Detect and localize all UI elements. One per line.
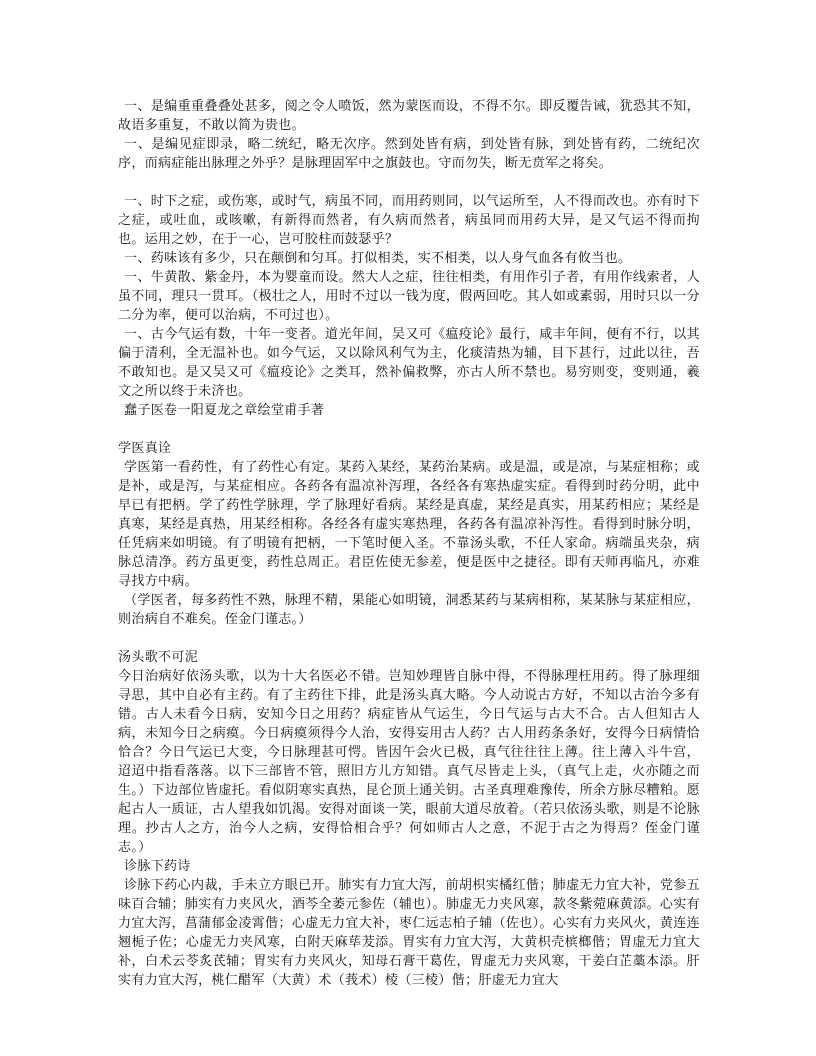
notes-item-2: 一、药味该有多少，只在颠倒和匀耳。打似相类，实不相类，以人身气血各有攸当也。 <box>124 251 632 266</box>
notes-item-1: 一、时下之症，或伤寒，或时气，病虽不同，而用药则同，以气运所至，人不得而改也。亦有时下之症，或吐血，或咳嗽，有新得而然者，有久病而然者，病虽同而用药大异，是又气运不得而拘也。运用之妙，在于一心，岂可胶柱而鼓瑟乎？ <box>118 194 700 247</box>
section-title-zhenmai: 诊脉下药诗 <box>124 859 191 874</box>
notes-item-4: 一、古今气运有数，十年一变者。道光年间，吴又可《瘟疫论》最行，咸丰年间，便有不行，以其偏于清利，全无温补也。如今气运，又以除风利气为主，化痰清热为辅，目下甚行，过此以往，吾不敢知也。是又吴又可《瘟疫论》之类耳，然补偏救弊，亦古人所不禁也。易穷则变，变则通，羲文之所以终于未济也。 <box>118 327 700 399</box>
intro-item-2: 一、是编见症即录，略二统纪，略无次序。然到处皆有病，到处皆有脉，到处皆有药，二统纪次序，而病症能出脉理之外乎？是脉理固军中之旗鼓也。守而勿失，断无贲军之将矣。 <box>118 137 700 171</box>
section-body-xueyi: 学医第一看药性，有了药性心有定。某药入某经，某药治某病。或是温，或是凉，与某症相称；或是补，或是泻，与某症相应。各药各有温凉补泻理，各经各有寒热虚实症。看得到时药分明，此中早已有把柄。学了药性学脉理，学了脉理好看病。某经是真虚，某经是真实，用某药相应；某经是真寒，某经是真热，用某经相称。各经各有虚实寒热理，各药各有温凉补泻性。看得到时脉分明，任凭病来如明镜。有了明镜有把柄，一下笔时便入圣。不靠汤头歌，不任人家命。病端虽夹杂，病脉总清净。药方虽更变，药性总周正。君臣佐使无参差，便是医中之捷径。即有天师再临凡，亦难寻找方中病。 <box>118 460 700 589</box>
section-title-xueyi: 学医真诠 <box>118 441 172 456</box>
spacer <box>118 629 700 648</box>
section-note-xueyi: （学医者，每多药性不熟，脉理不精，果能心如明镜，洞悉某药与某病相称，某某脉与某症相应，则治病自不难矣。侄金门谨志。） <box>118 593 700 627</box>
section-body-tangtou: 今日治病好依汤头歌，以为十大名医必不错。岂知妙理皆自脉中得，不得脉理枉用药。得了脉理细寻思，其中自必有主药。有了主药往下排，此是汤头真大略。今人动说古方好，不知以古治今多有错。古人未看今日病，安知今日之用药？病症皆从气运生，今日气运与古大不合。古人但知古人病，未知今日之病瘼。今日病瘼须得今人治，安得妄用古人药？古人用药条条好，安得今日病情恰恰合？今日气运已大变，今日脉理甚可愕。皆因午会火已极，真气往往往上薄。往上薄入斗牛宫，迢迢中指看落落。以下三部皆不管，照旧方儿方知错。真气尽皆走上头，（真气上走，火亦随之而生。）下边部位皆虚托。看似阴寒实真热，昆仑顶上通关钥。古圣真理难豫传，所余方脉尽糟粕。愿起古人一质证，古人望我如饥渴。安得对面谈一笑，眼前大道尽放着。（若只依汤头歌，则是不论脉理。抄古人之方，治今人之病，安得恰相合乎？何如师古人之意，不泥于古之为得焉？侄金门谨志。） <box>118 669 700 855</box>
section-body-zhenmai: 诊脉下药心内裁，手未立方眼已开。肺实有力宜大泻，前胡枳实橘红偕；肺虚无力宜大补，党参五味百合辅；肺实有力夹风火，酒芩全萎元参佐（辅也）。肺虚无力夹风寒，款冬紫菀麻黄添。心实有力宜大泻，菖蒲郁金凌霄偕；心虚无力宜大补，枣仁远志柏子辅（佐也）。心实有力夹风火，黄连连翘栀子佐；心虚无力夹风寒，白附天麻荜茇添。胃实有力宜大泻，大黄枳壳槟榔偕；胃虚无力宜大补，白术云苓炙芪辅；胃实有力夹风火，知母石膏干葛佐，胃虚无力夹风寒，干姜白芷藁本添。肝实有力宜大泻，桃仁醋军（大黄）术（莪术）棱（三棱）偕；肝虚无力宜大 <box>118 878 700 988</box>
notes-item-3: 一、牛黄散、紫金丹，本为婴童而设。然大人之症，往往相类，有用作引子者，有用作线索者，人虽不同，理只一贯耳。（极壮之人，用时不过以一钱为度，假两回吃。其人如或素弱，用时只以一分二分为率，便可以治病，不可过也）。 <box>118 270 700 323</box>
intro-item-1: 一、是编重重叠叠处甚多，阅之令人喷饭，然为蒙医而设，不得不尔。即反覆告诫，犹恐其不知，故语多重复，不敢以简为贵也。 <box>118 99 700 133</box>
spacer <box>118 420 700 439</box>
document-page <box>118 97 700 990</box>
section-title-tangtou: 汤头歌不可泥 <box>118 650 199 665</box>
spacer <box>118 173 700 192</box>
colophon: 蠢子医卷一阳夏龙之章绘堂甫手著 <box>124 403 325 418</box>
